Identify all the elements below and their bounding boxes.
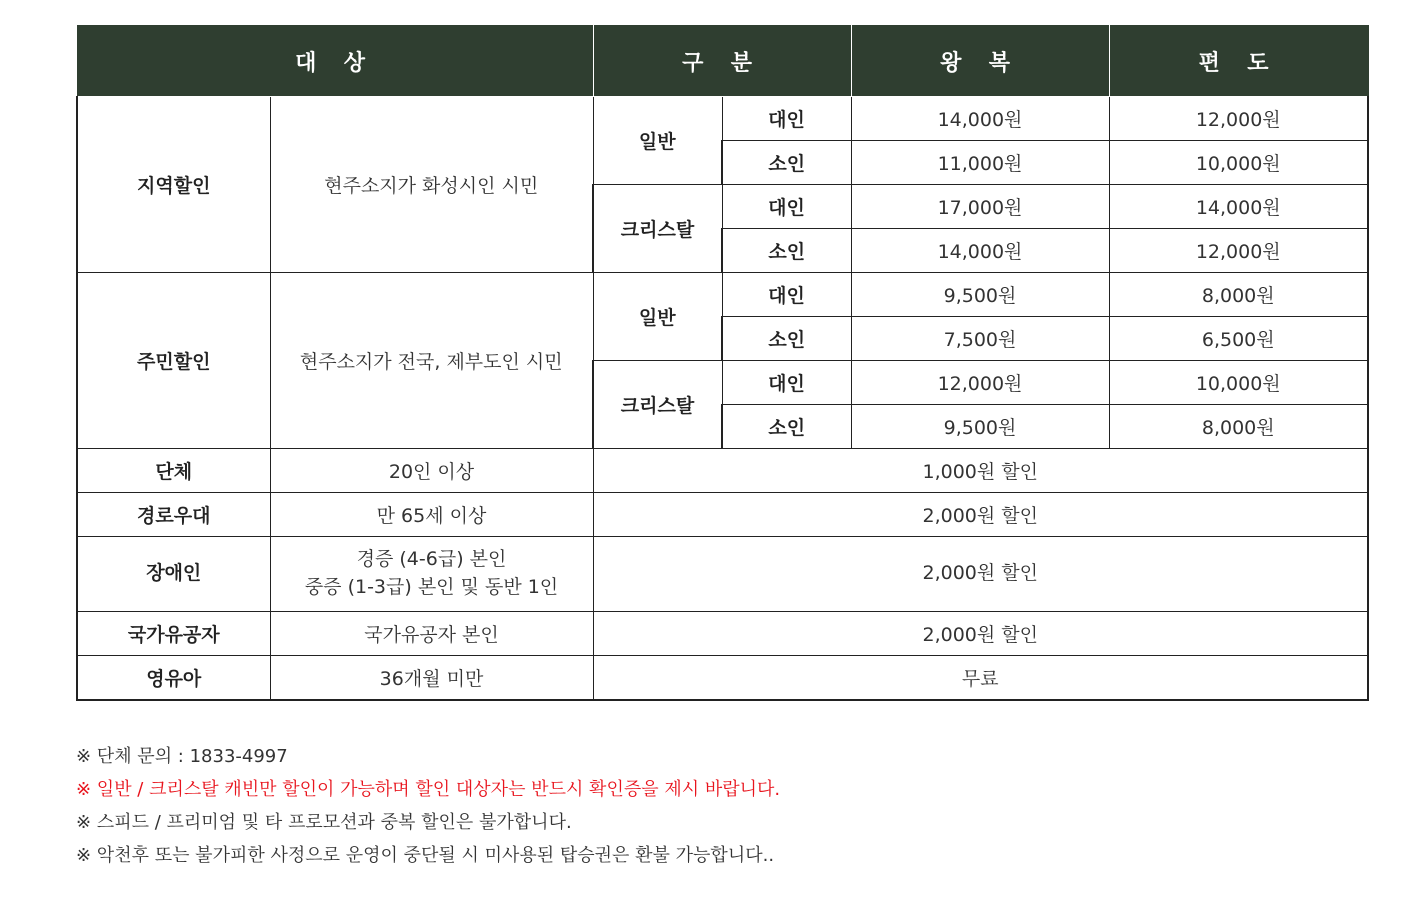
- table-header-row: [77, 26, 1368, 97]
- discount-name: 국가유공자: [77, 612, 270, 656]
- discount-condition: 현주소지가 전국, 제부도인 시민: [270, 273, 593, 449]
- notes-list: [76, 740, 780, 872]
- table-row: [77, 273, 1368, 317]
- table-row: [77, 449, 1368, 493]
- one-way-fare: 8,000원: [1109, 273, 1368, 317]
- round-trip-fare: 14,000원: [851, 229, 1109, 273]
- one-way-fare: 14,000원: [1109, 185, 1368, 229]
- fare-discount-table: [76, 25, 1369, 701]
- one-way-fare: 12,000원: [1109, 229, 1368, 273]
- discount-condition: 국가유공자 본인: [270, 612, 593, 656]
- discount-name: 장애인: [77, 537, 270, 612]
- one-way-fare: 10,000원: [1109, 361, 1368, 405]
- one-way-fare: 12,000원: [1109, 97, 1368, 141]
- table-row: [77, 656, 1368, 701]
- discount-name: 경로우대: [77, 493, 270, 537]
- discount-name: 주민할인: [77, 273, 270, 449]
- round-trip-fare: 9,500원: [851, 273, 1109, 317]
- discount-condition: 만 65세 이상: [270, 493, 593, 537]
- note-no-duplicate-discount: ※ 스피드 / 프리미엄 및 타 프로모션과 중복 할인은 불가합니다.: [76, 812, 572, 833]
- round-trip-fare: 7,500원: [851, 317, 1109, 361]
- header-target: 대 상: [77, 26, 593, 97]
- discount-name: 영유아: [77, 656, 270, 701]
- discount-benefit: 2,000원 할인: [593, 493, 1368, 537]
- passenger-type: 소인: [722, 317, 851, 361]
- condition-line: 경증 (4-6급) 본인: [356, 548, 507, 571]
- passenger-type: 대인: [722, 361, 851, 405]
- passenger-type: 대인: [722, 97, 851, 141]
- cabin-class: 크리스탈: [593, 185, 722, 273]
- discount-condition: 현주소지가 화성시인 시민: [270, 97, 593, 273]
- round-trip-fare: 11,000원: [851, 141, 1109, 185]
- discount-condition: 36개월 미만: [270, 656, 593, 701]
- cabin-class: 일반: [593, 273, 722, 361]
- passenger-type: 소인: [722, 405, 851, 449]
- table-row: [77, 537, 1368, 612]
- note-refund-policy: ※ 악천후 또는 불가피한 사정으로 운영이 중단될 시 미사용된 탑승권은 환불 가능합니다..: [76, 845, 775, 866]
- round-trip-fare: 9,500원: [851, 405, 1109, 449]
- discount-name: 단체: [77, 449, 270, 493]
- discount-benefit: 2,000원 할인: [593, 537, 1368, 612]
- discount-condition: [270, 537, 593, 612]
- discount-benefit: 무료: [593, 656, 1368, 701]
- header-category: 구 분: [593, 26, 851, 97]
- header-round-trip: 왕 복: [851, 26, 1109, 97]
- round-trip-fare: 12,000원: [851, 361, 1109, 405]
- one-way-fare: 8,000원: [1109, 405, 1368, 449]
- note-id-required-warning: ※ 일반 / 크리스탈 캐빈만 할인이 가능하며 할인 대상자는 반드시 확인증을 제시 바랍니다.: [76, 779, 781, 800]
- discount-benefit: 1,000원 할인: [593, 449, 1368, 493]
- table-row: [77, 97, 1368, 141]
- one-way-fare: 6,500원: [1109, 317, 1368, 361]
- table-row: [77, 493, 1368, 537]
- condition-line: 중증 (1-3급) 본인 및 동반 1인: [304, 576, 559, 598]
- discount-benefit: 2,000원 할인: [593, 612, 1368, 656]
- passenger-type: 소인: [722, 141, 851, 185]
- round-trip-fare: 14,000원: [851, 97, 1109, 141]
- passenger-type: 대인: [722, 273, 851, 317]
- one-way-fare: 10,000원: [1109, 141, 1368, 185]
- discount-condition: 20인 이상: [270, 449, 593, 493]
- table-row: [77, 612, 1368, 656]
- discount-name: 지역할인: [77, 97, 270, 273]
- note-group-inquiry: ※ 단체 문의 : 1833-4997: [76, 746, 288, 767]
- cabin-class: 크리스탈: [593, 361, 722, 449]
- header-one-way: 편 도: [1109, 26, 1368, 97]
- passenger-type: 대인: [722, 185, 851, 229]
- round-trip-fare: 17,000원: [851, 185, 1109, 229]
- passenger-type: 소인: [722, 229, 851, 273]
- cabin-class: 일반: [593, 97, 722, 185]
